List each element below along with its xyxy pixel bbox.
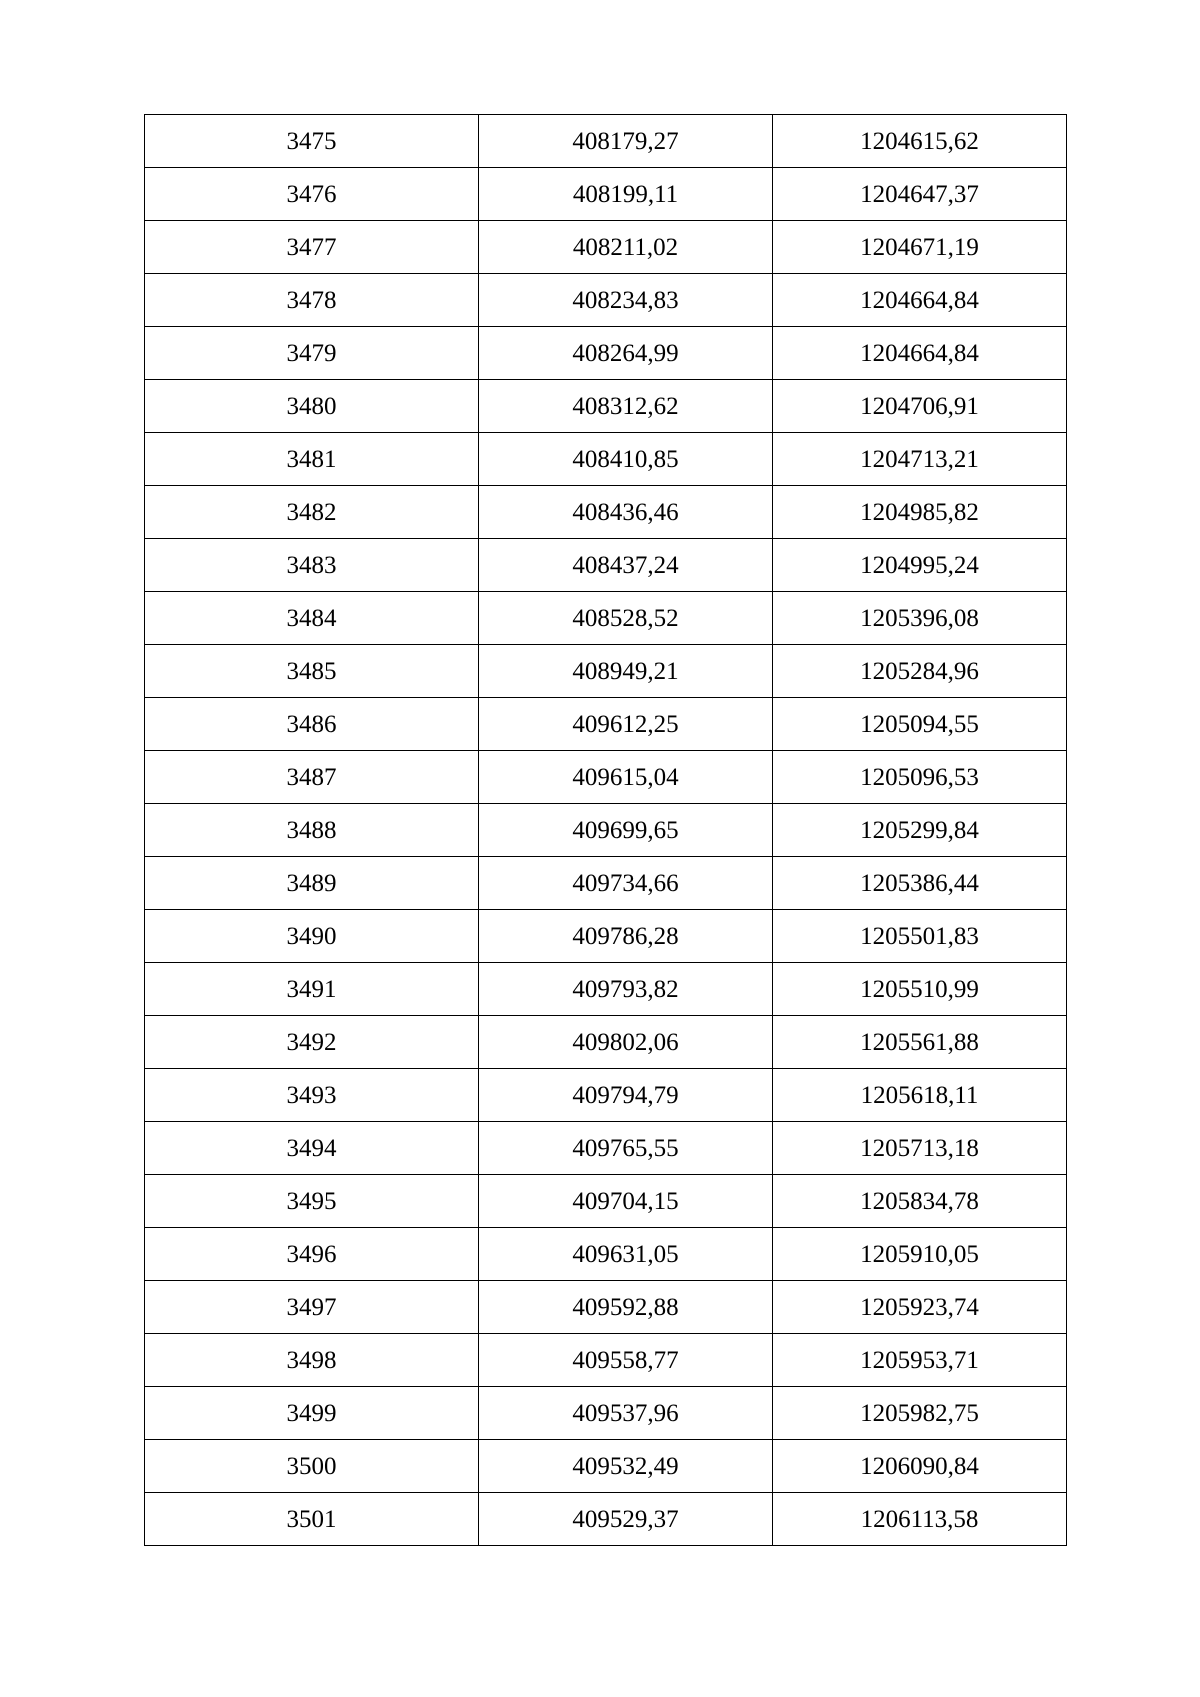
y-coordinate-cell: 1204615,62 <box>773 115 1067 168</box>
x-coordinate-cell: 408437,24 <box>479 539 773 592</box>
table-row <box>145 910 1067 963</box>
point-number-cell: 3492 <box>145 1016 479 1069</box>
y-coordinate-cell: 1206090,84 <box>773 1440 1067 1493</box>
y-coordinate-cell: 1205396,08 <box>773 592 1067 645</box>
y-coordinate-cell: 1205561,88 <box>773 1016 1067 1069</box>
y-coordinate-cell: 1205510,99 <box>773 963 1067 1016</box>
x-coordinate-cell: 409631,05 <box>479 1228 773 1281</box>
point-number-cell: 3493 <box>145 1069 479 1122</box>
x-coordinate-cell: 409704,15 <box>479 1175 773 1228</box>
y-coordinate-cell: 1204706,91 <box>773 380 1067 433</box>
table-row <box>145 486 1067 539</box>
point-number-cell: 3487 <box>145 751 479 804</box>
point-number-cell: 3497 <box>145 1281 479 1334</box>
table-row <box>145 1440 1067 1493</box>
point-number-cell: 3481 <box>145 433 479 486</box>
y-coordinate-cell: 1204664,84 <box>773 327 1067 380</box>
x-coordinate-cell: 409765,55 <box>479 1122 773 1175</box>
point-number-cell: 3501 <box>145 1493 479 1546</box>
x-coordinate-cell: 409794,79 <box>479 1069 773 1122</box>
point-number-cell: 3478 <box>145 274 479 327</box>
y-coordinate-cell: 1205386,44 <box>773 857 1067 910</box>
point-number-cell: 3500 <box>145 1440 479 1493</box>
table-row <box>145 327 1067 380</box>
x-coordinate-cell: 408179,27 <box>479 115 773 168</box>
table-row <box>145 433 1067 486</box>
x-coordinate-cell: 409612,25 <box>479 698 773 751</box>
table-row <box>145 1334 1067 1387</box>
y-coordinate-cell: 1204647,37 <box>773 168 1067 221</box>
point-number-cell: 3480 <box>145 380 479 433</box>
x-coordinate-cell: 408528,52 <box>479 592 773 645</box>
x-coordinate-cell: 408199,11 <box>479 168 773 221</box>
x-coordinate-cell: 408264,99 <box>479 327 773 380</box>
table-row <box>145 1016 1067 1069</box>
table-row <box>145 221 1067 274</box>
y-coordinate-cell: 1205834,78 <box>773 1175 1067 1228</box>
x-coordinate-cell: 409793,82 <box>479 963 773 1016</box>
table-row <box>145 1387 1067 1440</box>
table-row <box>145 751 1067 804</box>
table-row <box>145 698 1067 751</box>
table-row <box>145 804 1067 857</box>
point-number-cell: 3496 <box>145 1228 479 1281</box>
table-row <box>145 1281 1067 1334</box>
y-coordinate-cell: 1205713,18 <box>773 1122 1067 1175</box>
table-row <box>145 1122 1067 1175</box>
point-number-cell: 3476 <box>145 168 479 221</box>
y-coordinate-cell: 1205501,83 <box>773 910 1067 963</box>
table-row <box>145 592 1067 645</box>
point-number-cell: 3485 <box>145 645 479 698</box>
x-coordinate-cell: 408312,62 <box>479 380 773 433</box>
x-coordinate-cell: 408234,83 <box>479 274 773 327</box>
x-coordinate-cell: 409802,06 <box>479 1016 773 1069</box>
x-coordinate-cell: 409532,49 <box>479 1440 773 1493</box>
x-coordinate-cell: 408436,46 <box>479 486 773 539</box>
table-row <box>145 645 1067 698</box>
x-coordinate-cell: 409537,96 <box>479 1387 773 1440</box>
point-number-cell: 3483 <box>145 539 479 592</box>
x-coordinate-cell: 409734,66 <box>479 857 773 910</box>
table-row <box>145 1069 1067 1122</box>
table-row <box>145 1493 1067 1546</box>
point-number-cell: 3488 <box>145 804 479 857</box>
table-row <box>145 115 1067 168</box>
point-number-cell: 3479 <box>145 327 479 380</box>
y-coordinate-cell: 1206113,58 <box>773 1493 1067 1546</box>
x-coordinate-cell: 409558,77 <box>479 1334 773 1387</box>
x-coordinate-cell: 408410,85 <box>479 433 773 486</box>
coordinates-table-body <box>145 115 1067 1546</box>
y-coordinate-cell: 1205096,53 <box>773 751 1067 804</box>
y-coordinate-cell: 1205094,55 <box>773 698 1067 751</box>
y-coordinate-cell: 1204671,19 <box>773 221 1067 274</box>
x-coordinate-cell: 409699,65 <box>479 804 773 857</box>
point-number-cell: 3499 <box>145 1387 479 1440</box>
point-number-cell: 3490 <box>145 910 479 963</box>
point-number-cell: 3489 <box>145 857 479 910</box>
table-row <box>145 963 1067 1016</box>
table-row <box>145 380 1067 433</box>
y-coordinate-cell: 1205284,96 <box>773 645 1067 698</box>
point-number-cell: 3494 <box>145 1122 479 1175</box>
table-row <box>145 1175 1067 1228</box>
point-number-cell: 3498 <box>145 1334 479 1387</box>
point-number-cell: 3475 <box>145 115 479 168</box>
y-coordinate-cell: 1205923,74 <box>773 1281 1067 1334</box>
x-coordinate-cell: 408949,21 <box>479 645 773 698</box>
x-coordinate-cell: 409592,88 <box>479 1281 773 1334</box>
table-row <box>145 539 1067 592</box>
x-coordinate-cell: 408211,02 <box>479 221 773 274</box>
table-row <box>145 1228 1067 1281</box>
x-coordinate-cell: 409615,04 <box>479 751 773 804</box>
y-coordinate-cell: 1205618,11 <box>773 1069 1067 1122</box>
point-number-cell: 3486 <box>145 698 479 751</box>
table-row <box>145 168 1067 221</box>
point-number-cell: 3477 <box>145 221 479 274</box>
x-coordinate-cell: 409529,37 <box>479 1493 773 1546</box>
x-coordinate-cell: 409786,28 <box>479 910 773 963</box>
point-number-cell: 3495 <box>145 1175 479 1228</box>
y-coordinate-cell: 1205953,71 <box>773 1334 1067 1387</box>
y-coordinate-cell: 1204664,84 <box>773 274 1067 327</box>
point-number-cell: 3482 <box>145 486 479 539</box>
coordinates-table <box>144 114 1067 1546</box>
point-number-cell: 3484 <box>145 592 479 645</box>
y-coordinate-cell: 1205910,05 <box>773 1228 1067 1281</box>
y-coordinate-cell: 1204985,82 <box>773 486 1067 539</box>
y-coordinate-cell: 1205299,84 <box>773 804 1067 857</box>
y-coordinate-cell: 1204713,21 <box>773 433 1067 486</box>
table-row <box>145 274 1067 327</box>
table-row <box>145 857 1067 910</box>
y-coordinate-cell: 1204995,24 <box>773 539 1067 592</box>
point-number-cell: 3491 <box>145 963 479 1016</box>
y-coordinate-cell: 1205982,75 <box>773 1387 1067 1440</box>
